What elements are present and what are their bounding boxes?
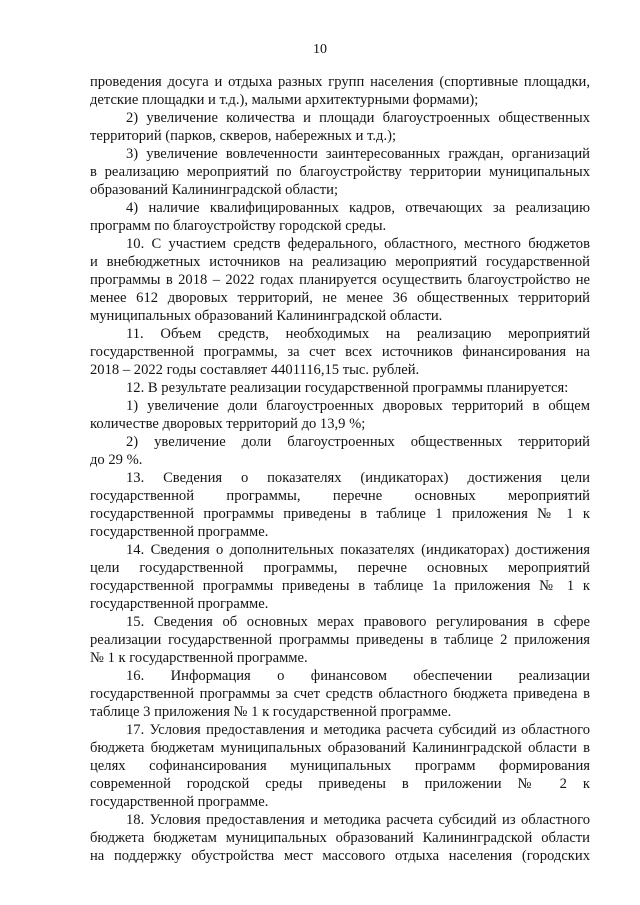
text-line: 1) увеличение доли благоустроенных дворовых территорий в общем	[126, 398, 590, 414]
text-line: современной городской среды приведены в приложении № 2 к	[90, 776, 590, 792]
text-line: 12. В результате реализации государственной программы планируется:	[126, 380, 569, 396]
text-line: государственной программы, перечне основных мероприятий	[90, 488, 590, 504]
text-line: 2) увеличение доли благоустроенных общественных территорий	[126, 434, 590, 450]
text-line: государственной программы, за счет всех источников финансирования на	[90, 344, 590, 360]
text-line: государственной программе.	[90, 596, 269, 612]
text-line: образований Калининградской области;	[90, 182, 339, 198]
text-line: в реализацию мероприятий по благоустройству территории муниципальных	[90, 164, 590, 180]
text-line: муниципальных образований Калининградской области.	[90, 308, 443, 324]
text-line: программы в 2018 – 2022 годах планируется осуществить благоустройство не	[90, 272, 590, 288]
text-line: 11. Объем средств, необходимых на реализацию мероприятий	[126, 326, 590, 342]
text-line: государственной программы за счет средств областного бюджета приведена в	[90, 686, 590, 702]
text-line: менее 612 дворовых территорий, не менее 36 общественных территорий	[90, 290, 590, 306]
text-line: 17. Условия предоставления и методика расчета субсидий из областного	[126, 722, 590, 738]
text-line: 3) увеличение вовлеченности заинтересованных граждан, организаций	[126, 146, 590, 162]
text-line: цели государственной программы, перечне основных мероприятий	[90, 560, 590, 576]
text-line: бюджета бюджетам муниципальных образований Калининградской области в	[90, 740, 590, 756]
text-line: 14. Сведения о дополнительных показателях (индикаторах) достижения	[126, 542, 590, 558]
text-line: целях софинансирования муниципальных программ формирования	[90, 758, 590, 774]
text-line: 10. С участием средств федерального, областного, местного бюджетов	[126, 236, 590, 252]
text-line: 16. Информация о финансовом обеспечении реализации	[126, 668, 590, 684]
text-line: государственной программе.	[90, 794, 269, 810]
text-line: территорий (парков, скверов, набережных и т.д.);	[90, 128, 397, 144]
text-line: государственной программы приведены в таблице 1 приложения № 1 к	[90, 506, 590, 522]
text-line: и внебюджетных источников на реализацию мероприятий государственной	[90, 254, 590, 270]
text-line: реализации государственной программы приведены в таблице 2 приложения	[90, 632, 590, 648]
text-line: № 1 к государственной программе.	[90, 650, 308, 666]
text-line: 18. Условия предоставления и методика расчета субсидий из областного	[126, 812, 590, 828]
text-line: 2018 – 2022 годы составляет 4401116,15 тыс. рублей.	[90, 362, 420, 378]
text-line: 2) увеличение количества и площади благоустроенных общественных	[126, 110, 590, 126]
text-line: на поддержку обустройства мест массового отдыха населения (городских	[90, 848, 590, 864]
text-line: детские площадки и т.д.), малыми архитектурными формами);	[90, 92, 479, 108]
text-line: до 29 %.	[90, 452, 143, 468]
text-line: бюджета бюджетам муниципальных образований Калининградской области	[90, 830, 590, 846]
text-line: государственной программе.	[90, 524, 269, 540]
text-line: 4) наличие квалифицированных кадров, отвечающих за реализацию	[126, 200, 590, 216]
text-line: программ по благоустройству городской среды.	[90, 218, 387, 234]
text-line: количестве дворовых территорий до 13,9 %;	[90, 416, 366, 432]
page-number: 10	[313, 42, 327, 57]
text-line: 15. Сведения об основных мерах правового регулирования в сфере	[126, 614, 590, 630]
text-line: проведения досуга и отдыха разных групп населения (спортивные площадки,	[90, 74, 590, 90]
text-line: 13. Сведения о показателях (индикаторах) достижения цели	[126, 470, 590, 486]
document-body	[90, 73, 590, 865]
text-line: таблице 3 приложения № 1 к государственной программе.	[90, 704, 452, 720]
text-line: государственной программы приведены в таблице 1а приложения № 1 к	[90, 578, 590, 594]
